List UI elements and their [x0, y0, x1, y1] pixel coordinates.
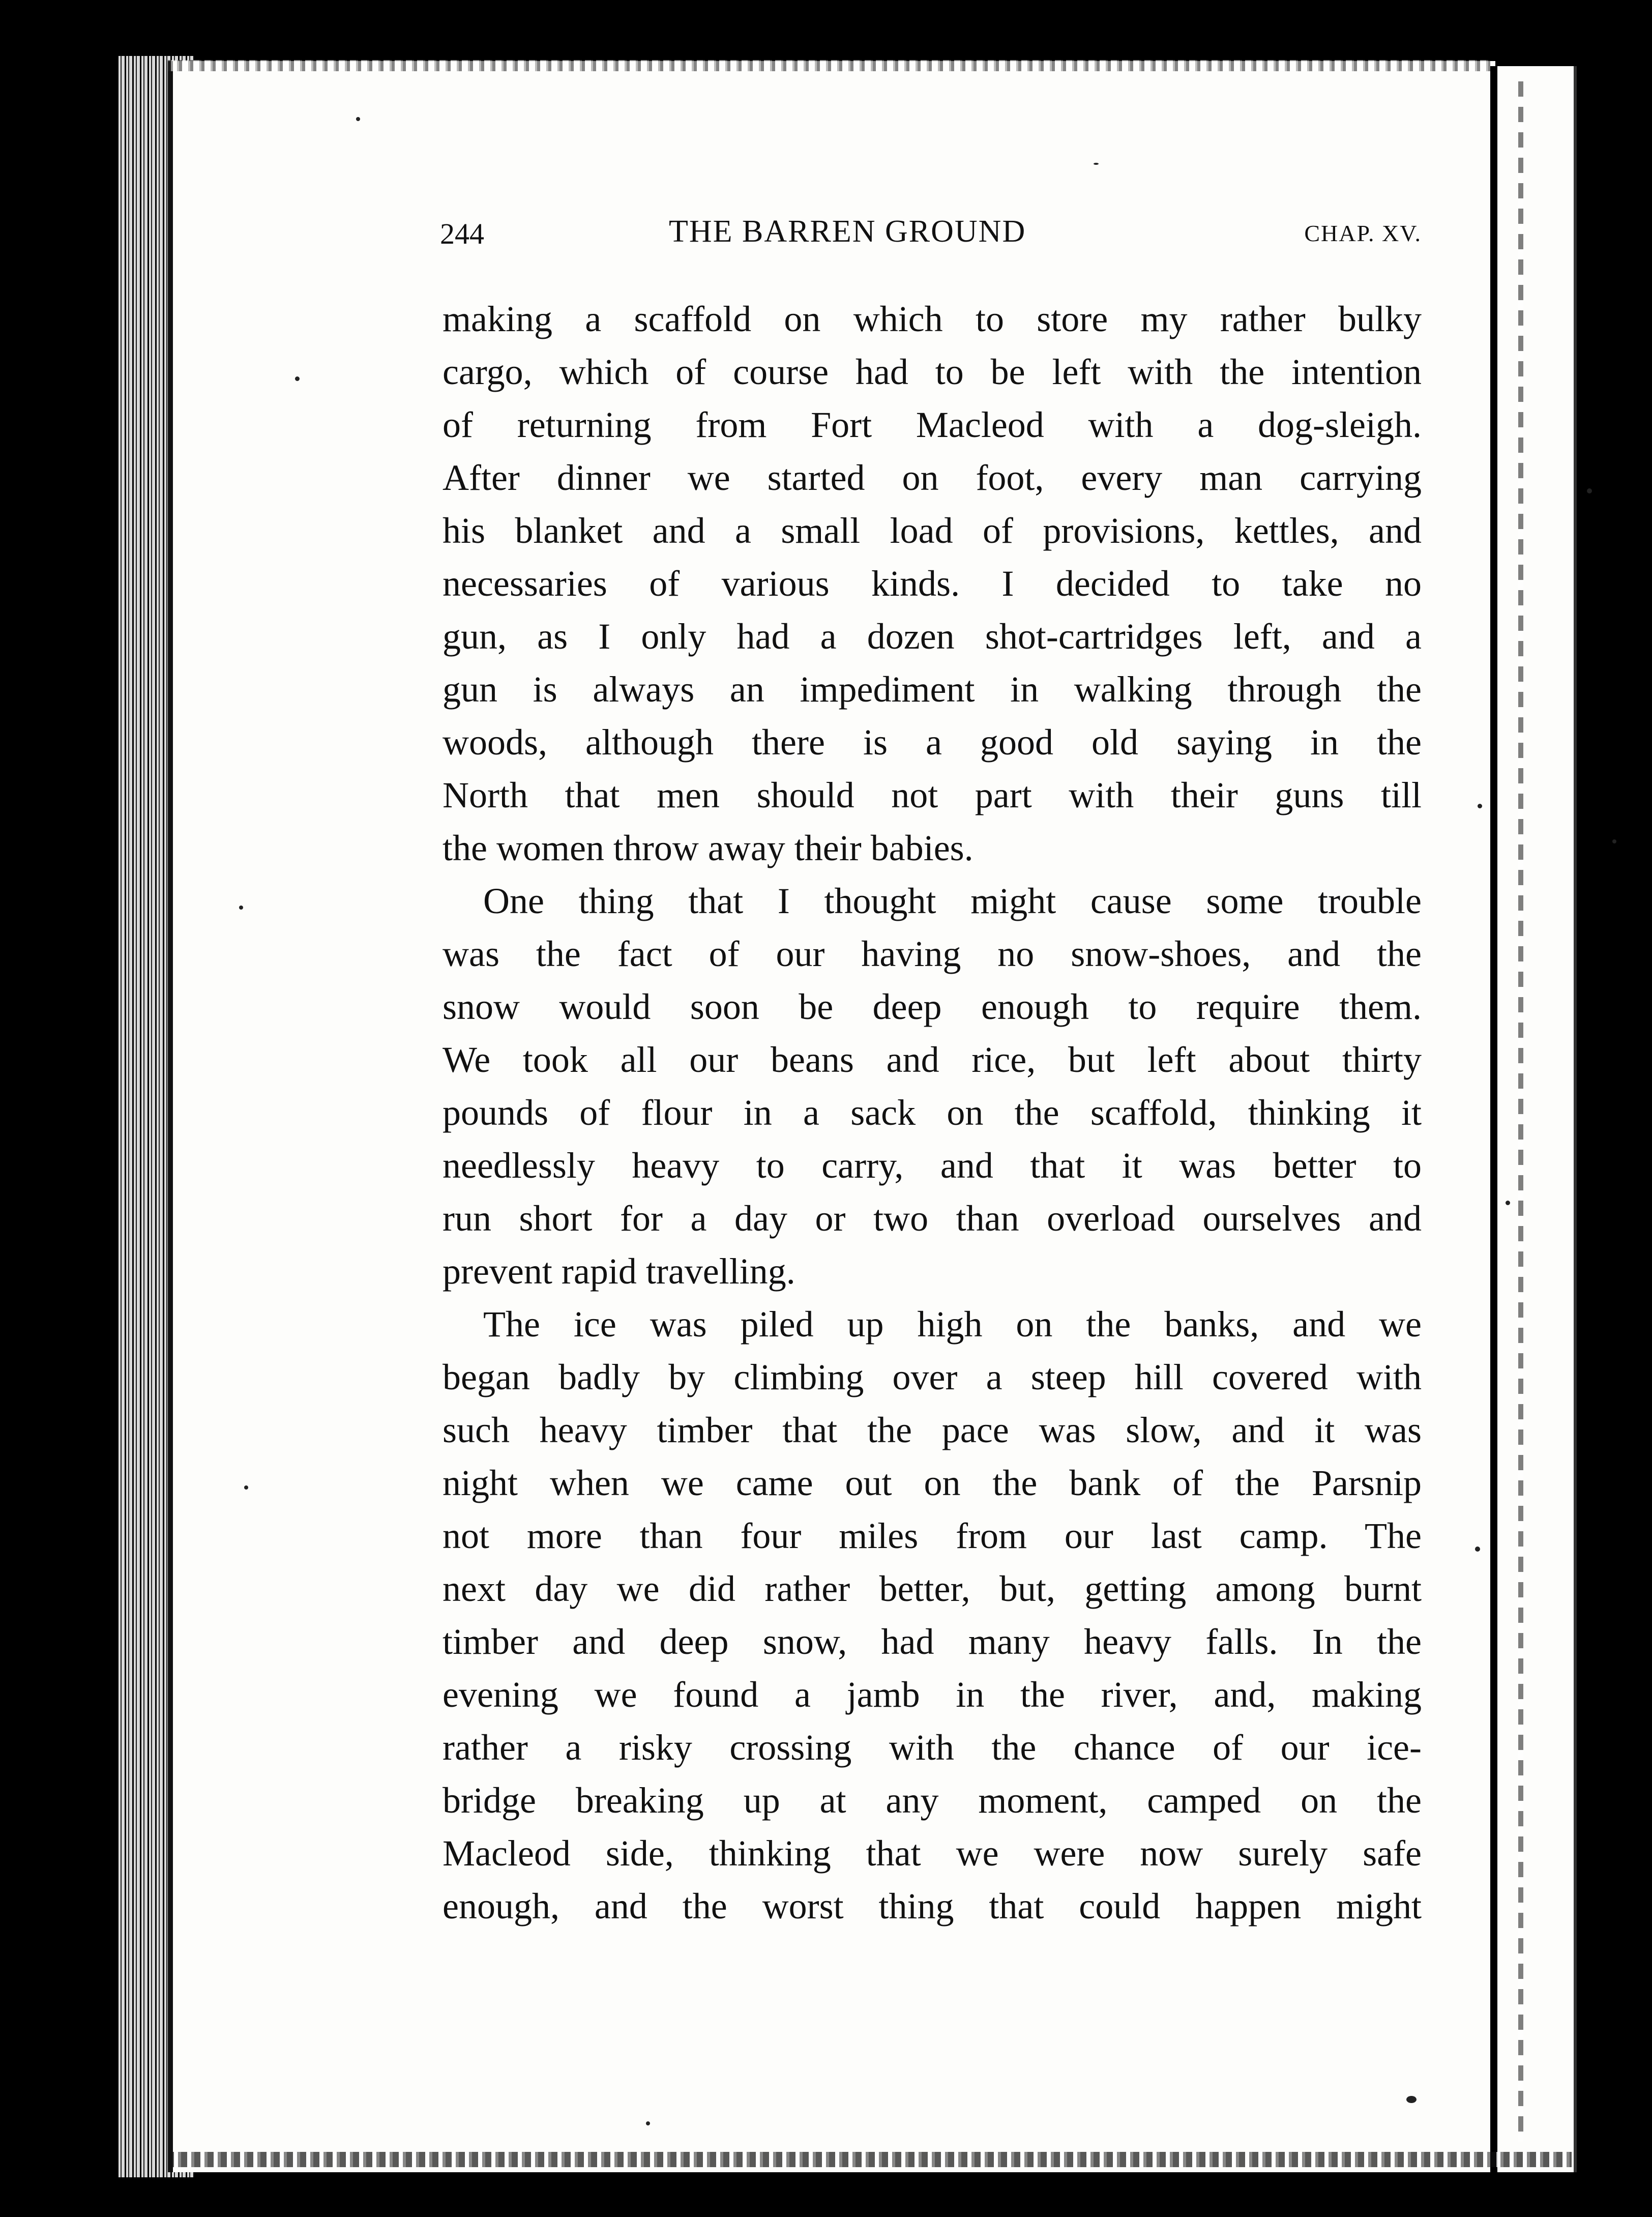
scan-speck: [295, 376, 300, 381]
text-line: run short for a day or two than overload ourselves and: [442, 1198, 1422, 1239]
text-line: the women throw away their babies.: [442, 828, 973, 868]
running-title: THE BARREN GROUND: [669, 214, 1026, 249]
scan-speck: [356, 117, 360, 121]
scan-speck: [1406, 2096, 1417, 2103]
body-text: [442, 293, 1422, 1933]
bottom-page-edge: [168, 2152, 1572, 2167]
text-line: such heavy timber that the pace was slow, and it was: [442, 1410, 1422, 1450]
text-line: not more than four miles from our last camp. The: [442, 1515, 1422, 1556]
text-line: necessaries of various kinds. I decided to take no: [442, 563, 1422, 604]
text-line: rather a risky crossing with the chance of our ice-: [442, 1727, 1422, 1768]
text-line: woods, although there is a good old saying in the: [442, 722, 1422, 763]
scan-speck: [646, 2121, 650, 2125]
chapter-label: CHAP. XV.: [1304, 220, 1422, 246]
scan-speck: [239, 906, 243, 910]
right-edge-noise: [1518, 81, 1523, 2142]
scan-speck: [1612, 839, 1616, 843]
text-line: making a scaffold on which to store my rather bulky: [442, 299, 1422, 339]
text-line: Macleod side, thinking that we were now surely safe: [442, 1833, 1422, 1874]
text-line: One thing that I thought might cause some trouble: [483, 881, 1422, 921]
text-line: timber and deep snow, had many heavy falls. In the: [442, 1621, 1422, 1662]
text-line: next day we did rather better, but, getting among burnt: [442, 1568, 1422, 1609]
scan-speck: [1478, 804, 1482, 808]
text-line: snow would soon be deep enough to require them.: [442, 986, 1422, 1027]
text-line: The ice was piled up high on the banks, and we: [483, 1304, 1422, 1345]
text-line: enough, and the worst thing that could happen might: [442, 1886, 1422, 1927]
page-number: 244: [440, 217, 484, 250]
text-line: was the fact of our having no snow-shoes, and the: [442, 934, 1422, 974]
paragraph-1: [442, 293, 1422, 874]
paragraph-3: [442, 1298, 1422, 1933]
text-line: evening we found a jamb in the river, and, making: [442, 1674, 1422, 1715]
right-page-edge: [1490, 66, 1577, 2172]
text-line: North that men should not part with their guns till: [442, 775, 1422, 815]
text-line: We took all our beans and rice, but left about thirty: [442, 1039, 1422, 1080]
running-head: [440, 214, 1422, 254]
paragraph-2: [442, 874, 1422, 1298]
text-line: began badly by climbing over a steep hill covered with: [442, 1357, 1422, 1397]
text-line: gun, as I only had a dozen shot-cartridges left, and a: [442, 616, 1422, 657]
text-line: night when we came out on the bank of the Parsnip: [442, 1463, 1422, 1503]
text-line: of returning from Fort Macleod with a dog-sleigh.: [442, 404, 1422, 445]
scan-speck: [1475, 1547, 1480, 1552]
scan-speck: [1587, 488, 1592, 493]
text-line: gun is always an impediment in walking through the: [442, 669, 1422, 710]
scan-speck: [1506, 1201, 1510, 1205]
scan-speck: [1094, 163, 1099, 165]
text-line: pounds of flour in a sack on the scaffold, thinking it: [442, 1092, 1422, 1133]
text-line: prevent rapid travelling.: [442, 1251, 795, 1292]
text-line: bridge breaking up at any moment, camped on the: [442, 1780, 1422, 1821]
text-line: After dinner we started on foot, every man carrying: [442, 457, 1422, 498]
text-line: cargo, which of course had to be left with the intention: [442, 352, 1422, 392]
scan-speck: [244, 1485, 248, 1490]
text-line: his blanket and a small load of provisions, kettles, and: [442, 510, 1422, 551]
top-page-edge: [168, 60, 1490, 71]
text-line: needlessly heavy to carry, and that it was better to: [442, 1145, 1422, 1186]
